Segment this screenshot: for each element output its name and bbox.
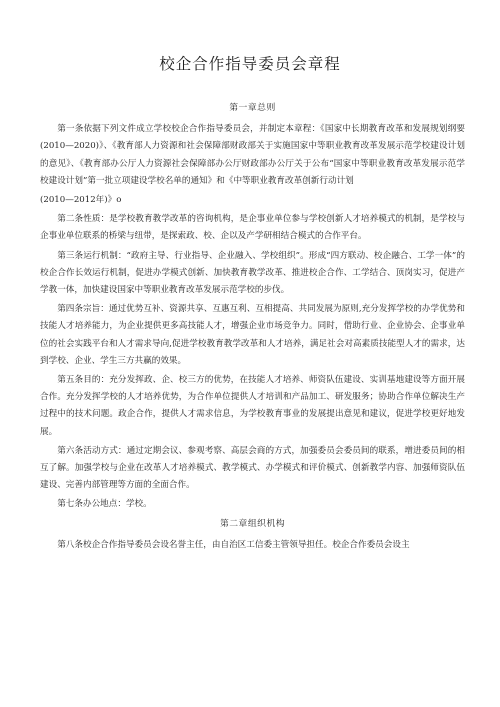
article-8: 第八条校企合作指导委员会设名誉主任，由自治区工信委主管领导担任。校企合作委员会设主 <box>57 539 410 550</box>
chapter-2-heading: 第二章组织机构 <box>219 518 286 529</box>
article-5: 第五条目的：充分发挥政、企、校三方的优势，在技能人才培养、师资队伍建设、实训基地建设等方面开展合作。充分发挥学校的人才培养优势，为合作单位提供人才培训和产品加工、研发服务；协助合作单位解决生产过程中的技术问题。政企合作，提供人才需求信息，为学校教育事业的发展提出意见和建议，促进学校更好地发展。 <box>40 375 465 437</box>
article-7: 第七条办公地点：学校。 <box>57 499 152 510</box>
article-2: 第二条性质：是学校教育教学改革的咨询机构，是企事业单位参与学校创新人才培养模式的机制，是学校与企事业单位联系的桥梁与纽带，是探索政、校、企以及产学研相结合模式的合作平台。 <box>40 214 465 242</box>
chapter-1-heading: 第一章总则 <box>229 103 276 113</box>
article-6: 第六条活动方式：通过定期会议、参观考察、高层会商的方式，加强委员会委员间的联系，增进委员间的相互了解。加强学校与企业在改革人才培养模式、教学模式、办学模式和评价模式、创新教学内容、加强师资队伍建设、完善内部管理等方面的全面合作。 <box>40 445 465 491</box>
article-4: 第四条宗旨：通过优势互补、资源共享、互惠互利、互相提高、共同发展为原则,充分发挥学校的办学优势和技能人才培养能力，为企业提供更多高技能人才，增强企业市场竞争力。同时，借助行业、企业协会、企事业单位的社会实践平台和人才需求导向,促进学校教育教学改革和人才培养，满足社会对高素质技能型人才的需求，达到学校、企业、学生三方共赢的效果。 <box>40 304 465 366</box>
article-1-continuation: (2010—2012年)》o <box>40 195 122 206</box>
article-3: 第三条运行机制：“政府主导、行业指导、企业融入、学校组织”。形成“四方联动、校企融合、工学一体”的校企合作长效运行机制，促进办学模式创新、加快教育教学改革、推进校企合作、工学结合、顶岗实习，促进产学教一体，加快建设国家中等职业教育改革发展示范学校的步伐。 <box>40 250 465 296</box>
document-body <box>40 100 465 556</box>
article-1: 第一条依据下列文件成立学校校企合作指导委员会，并制定本章程：《国家中长期教育改革和发展规划纲要(2010—2020)》、《教育部人力资源和社会保障部财政部关于实施国家中等职业教育改革发展示范学校建设计划的意见》、《教育部办公厅人力资源社会保障部办公厅财政部办公厅关于公布“国家中等职业教育改革发展示范学校建设计划”第一批立项建设学校名单的通知》和《中等职业教育改革创新行动计划 <box>40 124 465 186</box>
document-title: 校企合作指导委员会章程 <box>159 55 341 73</box>
